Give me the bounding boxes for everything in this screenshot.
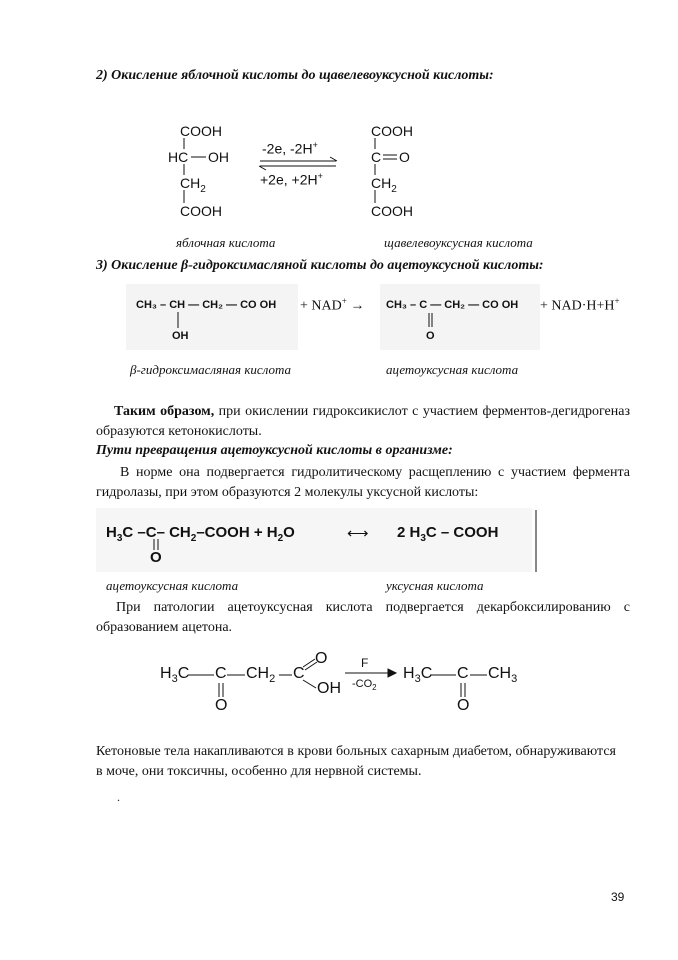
nadh-product: + NAD·H+H+ <box>540 296 620 314</box>
stray-dot: . <box>117 790 120 804</box>
nad-reagent: + NAD+ → <box>300 296 365 314</box>
hydrolysis-arrow: ⟷ <box>347 525 369 542</box>
malate-caption: яблочная кислота <box>176 235 276 250</box>
hydrolysis-left-formula: $H_3C$ –C– $CH_2$–COOH + $H_2O$ <box>106 524 295 544</box>
decarb-oh: OH <box>317 680 341 697</box>
hydrolysis-o: O <box>150 549 162 566</box>
decarb-h3c: $H_3C$ <box>160 665 190 686</box>
oxalo-c: C <box>371 149 382 165</box>
pathology-paragraph: При патологии ацетоуксусная кислота подвергается декарбоксилированию с образованием ацетона. <box>96 600 630 635</box>
acetoacetic-acid-caption: ацетоуксусная кислота <box>106 578 239 593</box>
page-number: 39 <box>611 890 625 904</box>
acetone-ch3: $CH_3$ <box>488 665 518 686</box>
hydroxybutyrate-oh: OH <box>172 330 189 342</box>
acetone-h3c: $H_3C$ <box>403 665 433 686</box>
oxalo-cooh-bottom: COOH <box>371 203 413 219</box>
acetoacetate-pathways-heading: Пути превращения ацетоуксусной кислоты в организме: <box>96 443 453 458</box>
acetoacetate-caption: ацетоуксусная кислота <box>386 362 519 377</box>
decarb-co2: $-CO_2$ <box>352 678 377 693</box>
malate-hc: HC <box>168 149 189 165</box>
acetoacetate-o: O <box>426 330 435 342</box>
reverse-conditions: +2e, +2H+ <box>260 171 323 188</box>
decarb-enzyme: F <box>361 656 369 670</box>
acetic-acid-caption: уксусная кислота <box>386 578 484 593</box>
decarb-arrow-head <box>388 669 396 677</box>
decarb-o-top: O <box>315 650 328 667</box>
decarb-acid-double-2 <box>305 662 317 670</box>
oxalo-ch2: $CH_2$ <box>371 175 397 195</box>
malate-cooh-bottom: COOH <box>180 203 222 219</box>
acetone-o: O <box>457 697 470 714</box>
malate-oh: OH <box>208 149 229 165</box>
section-3-heading: 3) Окисление β-гидроксимасляной кислоты до ацетоуксусной кислоты: <box>96 258 544 273</box>
decarb-acid-double-1 <box>303 659 315 667</box>
decarb-c2: C <box>293 665 305 682</box>
reverse-arrow-head <box>259 166 266 170</box>
decarb-c1: C <box>215 665 227 682</box>
oxalo-o: O <box>399 149 410 165</box>
hydroxybutyrate-caption: β-гидроксимасляная кислота <box>130 362 292 377</box>
section-2-heading: 2) Окисление яблочной кислоты до щавелевоуксусной кислоты: <box>96 68 494 83</box>
ketone-paragraph: Кетоновые тела накапливаются в крови больных сахарным диабетом, обнаруживаются в моче, они токсичны, особенно для нервной системы. <box>96 744 616 779</box>
decarb-o-bottom: O <box>215 697 228 714</box>
decarb-ch2: $CH_2$ <box>246 665 276 686</box>
oxalo-cooh-top: COOH <box>371 123 413 139</box>
acetone-c: C <box>457 665 469 682</box>
malate-cooh-top: COOH <box>180 123 222 139</box>
forward-arrow-head <box>330 157 337 161</box>
oxaloacetate-caption: щавелевоуксусная кислота <box>384 235 533 250</box>
decarb-oh-bond <box>303 680 316 688</box>
hydrolysis-paragraph: В норме она подвергается гидролитическому расщеплению с участием фермента гидролазы, при этом образуются 2 молекулы уксусной кислоты: <box>96 465 630 500</box>
summary-paragraph: Таким образом, при окислении гидроксикислот с участием ферментов-дегидрогеназ образуются кетонокислоты. <box>96 404 630 439</box>
acetoacetate-formula: CH₃ – C — CH₂ — CO OH <box>386 299 519 311</box>
forward-conditions: -2e, -2H+ <box>262 140 318 157</box>
hydroxybutyrate-formula: CH₃ – CH — CH₂ — CO OH <box>136 299 277 311</box>
malate-ch2: $CH_2$ <box>180 175 206 195</box>
hydrolysis-right-formula: 2 $H_3C$ – COOH <box>397 524 499 544</box>
